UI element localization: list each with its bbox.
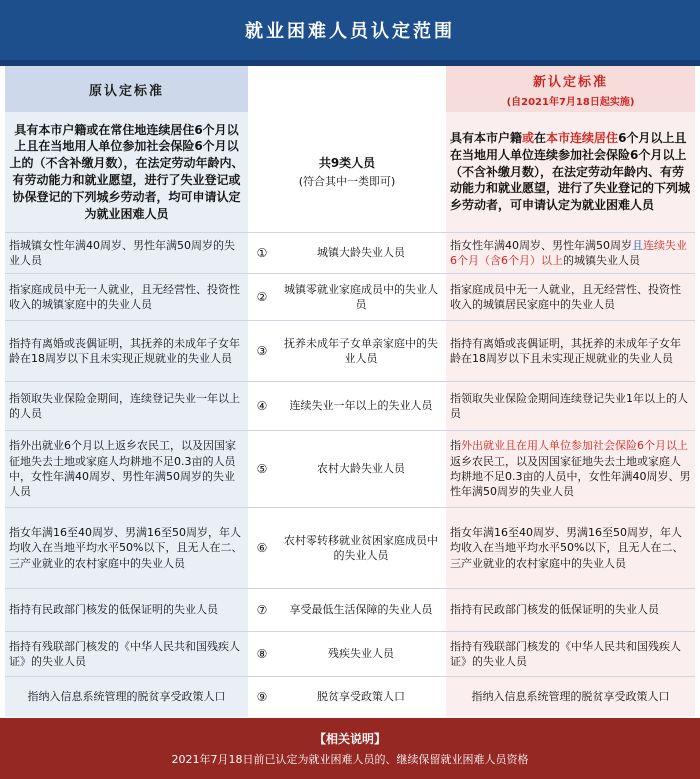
category-name: 农村零转移就业贫困家庭成员中的失业人员 [284,533,438,562]
intro-new-text: 具有本市户籍或在本市连续居住6个月以上且在当地用人单位连续参加社会保险6个月以上（不含补缴月数），在法定劳动年龄内、有劳动能力和就业愿望，进行了失业登记的下列城乡劳动者，可申请认定为就业困难人员 [450,131,691,213]
old-criteria: 指领取失业保险金期间，连续登记失业一年以上的人员 [5,382,248,430]
category-count: 共9类人员 [318,155,376,170]
intro-old-text: 具有本市户籍或在常住地连续居住6个月以上且在当地用人单位参加社会保险6个月以上的（不含补缴月数），在法定劳动年龄内、有劳动能力和就业愿望，进行了失业登记或协保登记的下列城乡劳动者，均可申请认定为就业困难人员 [9,122,244,221]
old-criteria: 指外出就业6个月以上返乡农民工，以及因国家征地失去土地或家庭人均耕地不足0.3亩的人员中，女性年满40周岁、男性年满50周岁的失业人员 [5,431,248,507]
old-criteria: 指城镇女性年满40周岁、男性年满50周岁的失业人员 [5,233,248,273]
header-new-label: 新认定标准 [532,74,608,90]
new-criteria: 指家庭成员中无一人就业，且无经营性、投资性收入的城镇居民家庭中的失业人员 [446,274,695,320]
row-number: ⑨ [256,690,268,704]
row-number: ⑤ [256,462,268,476]
header-new-subtitle: (自2021年7月18日起实施) [506,96,635,108]
old-criteria: 指家庭成员中无一人就业，且无经营性、投资性收入的城镇家庭中的失业人员 [5,274,248,320]
category-name: 农村大龄失业人员 [317,462,405,476]
new-criteria: 指女性年满40周岁、男性年满50周岁且连续失业6个月（含6个月）以上的城镇失业人员 [446,233,695,273]
table-row [5,274,695,320]
row-number: ⑦ [256,603,268,617]
table-row [5,632,695,676]
old-criteria: 指女年满16至40周岁、男满16至50周岁，年人均收入在当地平均水平50%以下，且无人在二、三产业就业的农村家庭中的失业人员 [5,508,248,588]
page-title: 就业困难人员认定范围 [0,0,700,66]
footer-text: 2021年7月18日前已认定为就业困难人员的、继续保留就业困难人员资格 [171,753,529,766]
category-name: 脱贫享受政策人口 [317,690,405,704]
table-row [5,321,695,381]
table-row [5,589,695,631]
row-number: ⑧ [256,647,268,661]
table-row [5,431,695,507]
new-criteria: 指女年满16至40周岁、男满16至50周岁，年人均收入在当地平均水平50%以下，且无人在二、三产业就业的农村家庭中的失业人员 [446,508,695,588]
header-new-standard [446,66,695,112]
intro-row [5,112,695,232]
old-criteria: 指持有民政部门核发的低保证明的失业人员 [5,589,248,631]
new-criteria: 指持有残联部门核发的《中华人民共和国残疾人证》的失业人员 [446,632,695,676]
row-number: ④ [256,399,268,413]
category-name: 抚养未成年子女单亲家庭中的失业人员 [284,336,438,365]
header-old-standard [5,66,248,112]
table-row [5,233,695,273]
row-number: ⑥ [256,541,268,555]
new-criteria: 指外出就业且在用人单位参加社会保险6个月以上返乡农民工，以及因国家征地失去土地或家庭人均耕地不足0.3亩的人员中，女性年满40周岁、男性年满50周岁的失业人员 [446,431,695,507]
intro-middle [248,112,446,232]
category-name: 享受最低生活保障的失业人员 [289,603,433,617]
table-row [5,508,695,588]
category-note: (符合其中一类即可) [298,174,396,188]
category-name: 连续失业一年以上的失业人员 [289,399,433,413]
row-number: ① [256,246,268,260]
old-criteria: 指纳入信息系统管理的脱贫享受政策人口 [5,677,248,717]
old-criteria: 指持有离婚或丧偶证明，其抚养的未成年子女年龄在18周岁以下且未实现正规就业的失业人员 [5,321,248,381]
intro-new [446,112,695,232]
category-name: 城镇零就业家庭成员中的失业人员 [284,282,438,311]
new-criteria: 指领取失业保险金期间连续登记失业1年以上的人员 [446,382,695,430]
category-name: 城镇大龄失业人员 [317,246,405,260]
table-row [5,382,695,430]
header-middle [248,66,446,112]
footer-title: 【相关说明】 [313,732,386,746]
row-number: ② [256,290,268,304]
old-criteria: 指持有残联部门核发的《中华人民共和国残疾人证》的失业人员 [5,632,248,676]
new-criteria: 指持有离婚或丧偶证明，其抚养的未成年子女年龄在18周岁以下且未实现正规就业的失业人员 [446,321,695,381]
new-criteria: 指纳入信息系统管理的脱贫享受政策人口 [446,677,695,717]
header-old-label: 原认定标准 [88,83,164,99]
category-name: 残疾失业人员 [328,647,394,661]
footer-note [0,718,700,779]
new-criteria: 指持有民政部门核发的低保证明的失业人员 [446,589,695,631]
intro-old [5,112,248,232]
table-row [5,677,695,717]
row-number: ③ [256,344,268,358]
